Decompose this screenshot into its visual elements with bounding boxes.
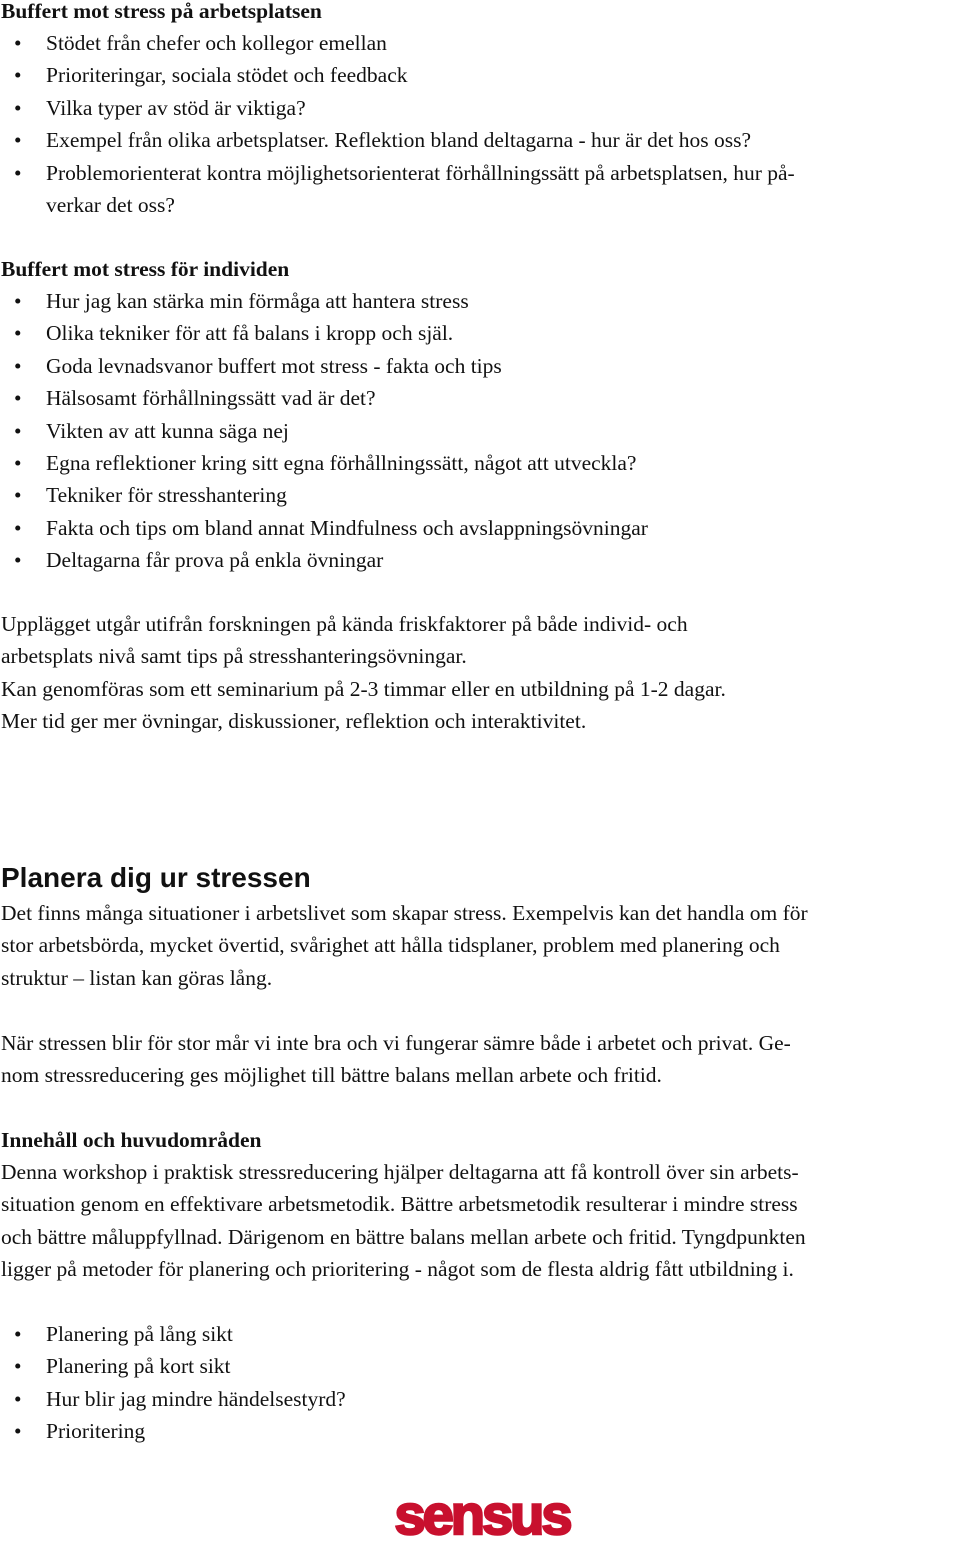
list-item: • Stödet från chefer och kollegor emellan [0, 27, 795, 59]
text-line: struktur – listan kan göras lång. [1, 965, 273, 990]
list-item: • Hur jag kan stärka min förmåga att hantera stress [0, 285, 648, 317]
sensus-logo [376, 1488, 588, 1544]
bullet: • [14, 128, 22, 153]
bullet: • [14, 386, 22, 411]
text-line: När stressen blir för stor mår vi inte bra och vi fungerar sämre både i arbetet och privat. Ge- [1, 1031, 791, 1055]
bullet: • [14, 160, 22, 185]
planning-bullet-list [0, 1318, 346, 1448]
list-item: • Problemorienterat kontra möjlighetsorienterat förhållningssätt på arbetsplatsen, hur på- [0, 157, 795, 189]
list-item: • Deltagarna får prova på enkla övningar [0, 544, 648, 576]
bullet: • [14, 95, 22, 120]
stress-paragraph [1, 1027, 791, 1092]
list-item: • Vikten av att kunna säga nej [0, 415, 648, 447]
list-item: • Tekniker för stresshantering [0, 479, 648, 511]
list-item: • Vilka typer av stöd är viktiga? [0, 92, 795, 124]
bullet: • [14, 1354, 22, 1379]
text-line: situation genom en effektivare arbetsmetodik. Bättre arbetsmetodik resulterar i mindre stress [1, 1192, 798, 1217]
list-item-continuation: verkar det oss? [46, 193, 175, 218]
list-item: • Hälsosamt förhållningssätt vad är det? [0, 382, 648, 414]
content-heading: Innehåll och huvudområden [1, 1128, 262, 1152]
list-item: • Egna reflektioner kring sitt egna förhållningssätt, något att utveckla? [0, 447, 648, 479]
bullet: • [14, 31, 22, 55]
bullet: • [14, 1322, 22, 1346]
text-line: stor arbetsbörda, mycket övertid, svårighet att hålla tidsplaner, problem med planering och [1, 933, 780, 958]
section-heading-workplace: Buffert mot stress på arbetsplatsen [1, 0, 322, 23]
bullet: • [14, 353, 22, 378]
workplace-bullet-list [0, 27, 795, 221]
text-line: nom stressreducering ges möjlighet till bättre balans mellan arbete och fritid. [1, 1063, 662, 1088]
bullet: • [14, 289, 22, 313]
list-item: • Prioritering [0, 1415, 346, 1447]
content-paragraph [1, 1156, 806, 1286]
list-item: • Planering på lång sikt [0, 1318, 346, 1350]
text-line: ligger på metoder för planering och prioritering - något som de flesta aldrig fått utbildning i. [1, 1257, 794, 1282]
text-line: Kan genomföras som ett seminarium på 2-3 timmar eller en utbildning på 1-2 dagar. [1, 676, 726, 701]
list-item: • Planering på kort sikt [0, 1350, 346, 1382]
summary-paragraph [1, 608, 726, 738]
text-line: Det finns många situationer i arbetslivet som skapar stress. Exempelvis kan det handla om för [1, 901, 808, 925]
intro-paragraph [1, 897, 808, 994]
bullet: • [14, 483, 22, 508]
page-title: Planera dig ur stressen [1, 862, 311, 893]
list-item: • Fakta och tips om bland annat Mindfulness och avslappningsövningar [0, 512, 648, 544]
sensus-logo-text: sensus [394, 1488, 570, 1544]
sensus-logo-graphic [376, 1488, 588, 1544]
text-line: Denna workshop i praktisk stressreducering hjälper deltagarna att få kontroll över sin arbets- [1, 1160, 799, 1184]
bullet: • [14, 418, 22, 443]
bullet: • [14, 515, 22, 540]
bullet: • [14, 321, 22, 346]
bullet: • [14, 1386, 22, 1411]
bullet: • [14, 1419, 22, 1444]
list-item: • Goda levnadsvanor buffert mot stress - fakta och tips [0, 350, 648, 382]
text-line: Upplägget utgår utifrån forskningen på kända friskfaktorer på både individ- och [1, 612, 688, 636]
text-line: arbetsplats nivå samt tips på stresshanteringsövningar. [1, 644, 467, 669]
list-item: • Exempel från olika arbetsplatser. Reflektion bland deltagarna - hur är det hos oss? [0, 124, 795, 156]
list-item: • Prioriteringar, sociala stödet och feedback [0, 59, 795, 91]
bullet: • [14, 451, 22, 476]
bullet: • [14, 548, 22, 573]
individual-bullet-list [0, 285, 648, 577]
section-heading-individual: Buffert mot stress för individen [1, 257, 290, 281]
list-item: • Hur blir jag mindre händelsestyrd? [0, 1383, 346, 1415]
list-item: • Olika tekniker för att få balans i kropp och själ. [0, 317, 648, 349]
bullet: • [14, 63, 22, 88]
text-line: Mer tid ger mer övningar, diskussioner, reflektion och interaktivitet. [1, 709, 587, 734]
text-line: och bättre måluppfyllnad. Därigenom en bättre balans mellan arbete och fritid. Tyngdpunkten [1, 1224, 806, 1249]
